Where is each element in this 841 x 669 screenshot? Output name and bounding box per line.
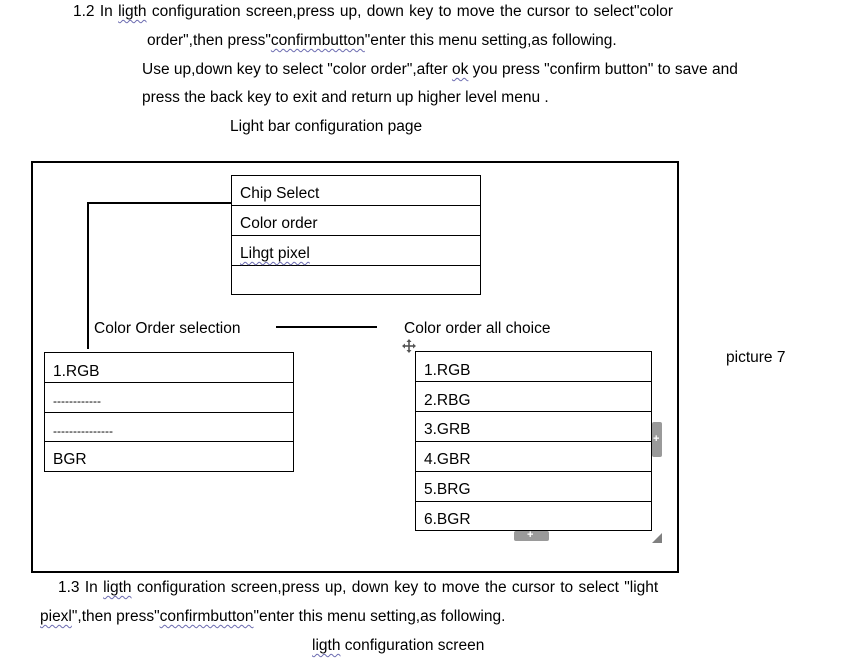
list-item: 2.RBG: [416, 382, 651, 412]
misspelled-word: ligth: [118, 3, 147, 20]
connector-line-middle: [276, 326, 377, 328]
text-fragment: "enter this menu setting,as following.: [253, 608, 506, 625]
misspelled-word: ok: [451, 61, 469, 78]
color-order-selection-list: [44, 352, 294, 472]
list-item: 3.GRB: [416, 412, 651, 442]
list-item: BGR: [53, 451, 87, 468]
list-item: ------------: [45, 383, 293, 413]
color-order-all-choice-list: [415, 351, 652, 531]
text-fragment: configuration screen,press up, down key to move the cursor to select "light: [131, 579, 659, 596]
text-fragment: configuration screen: [340, 637, 485, 654]
text-fragment: Use up,down key to select "color order",after: [142, 61, 452, 78]
misspelled-word: ligth: [312, 637, 341, 654]
misspelled-word: confirmbutton: [270, 32, 365, 49]
text-fragment: configuration screen,press up, down key to move the cursor to select"color: [146, 3, 674, 20]
menu-item-color-order: Color order: [232, 206, 480, 236]
plus-icon: +: [527, 529, 534, 541]
paragraph-1-2-line-3: [142, 60, 738, 80]
paragraph-1-3-line-2: [40, 607, 505, 627]
list-item: ---------------: [45, 413, 293, 442]
list-item: 1.RGB: [416, 352, 651, 382]
misspelled-word: ligth: [103, 579, 132, 596]
text-fragment: "enter this menu setting,as following.: [364, 32, 617, 49]
menu-item-chip-select: Chip Select: [232, 176, 480, 206]
color-order-selection-label: Color Order selection: [94, 320, 241, 337]
list-item: 1.RGB: [45, 353, 293, 383]
paragraph-1-3-line-1: [58, 578, 658, 598]
list-item: 5.BRG: [416, 472, 651, 502]
resize-corner-icon[interactable]: [652, 530, 662, 540]
paragraph-1-2-line-2: [147, 31, 617, 51]
misspelled-word: confirmbutton: [159, 608, 254, 625]
menu-item-light-pixel: [232, 236, 480, 266]
list-item: 4.GBR: [416, 442, 651, 472]
text-fragment: 1.2 In: [73, 3, 119, 20]
text-fragment: 1.3 In: [58, 579, 104, 596]
side-resize-handle[interactable]: [652, 422, 662, 457]
figure-caption-light-bar: Light bar configuration page: [230, 118, 423, 135]
text-fragment: ",then press": [71, 608, 160, 625]
list-item: 6.BGR: [424, 511, 471, 528]
bottom-resize-handle[interactable]: [514, 531, 549, 541]
color-order-all-choice-label: Color order all choice: [404, 320, 551, 337]
figure-caption-ligth-config: [312, 636, 484, 656]
connector-line-horizontal: [87, 202, 231, 204]
connector-line-vertical: [87, 202, 89, 349]
plus-icon: +: [653, 433, 660, 445]
paragraph-1-2-line-4: press the back key to exit and return up higher level menu .: [142, 89, 549, 106]
text-fragment: order",then press": [147, 32, 271, 49]
menu-item-empty: [232, 266, 480, 294]
misspelled-word: piexl: [40, 608, 72, 625]
text-fragment: you press "confirm button" to save and: [468, 61, 738, 78]
move-cross-icon[interactable]: [402, 339, 416, 353]
menu-item-label: Lihgt pixel: [240, 245, 310, 262]
paragraph-1-2-line-1: [73, 2, 673, 22]
picture-label: picture 7: [726, 349, 786, 366]
config-menu-table: [231, 175, 481, 295]
